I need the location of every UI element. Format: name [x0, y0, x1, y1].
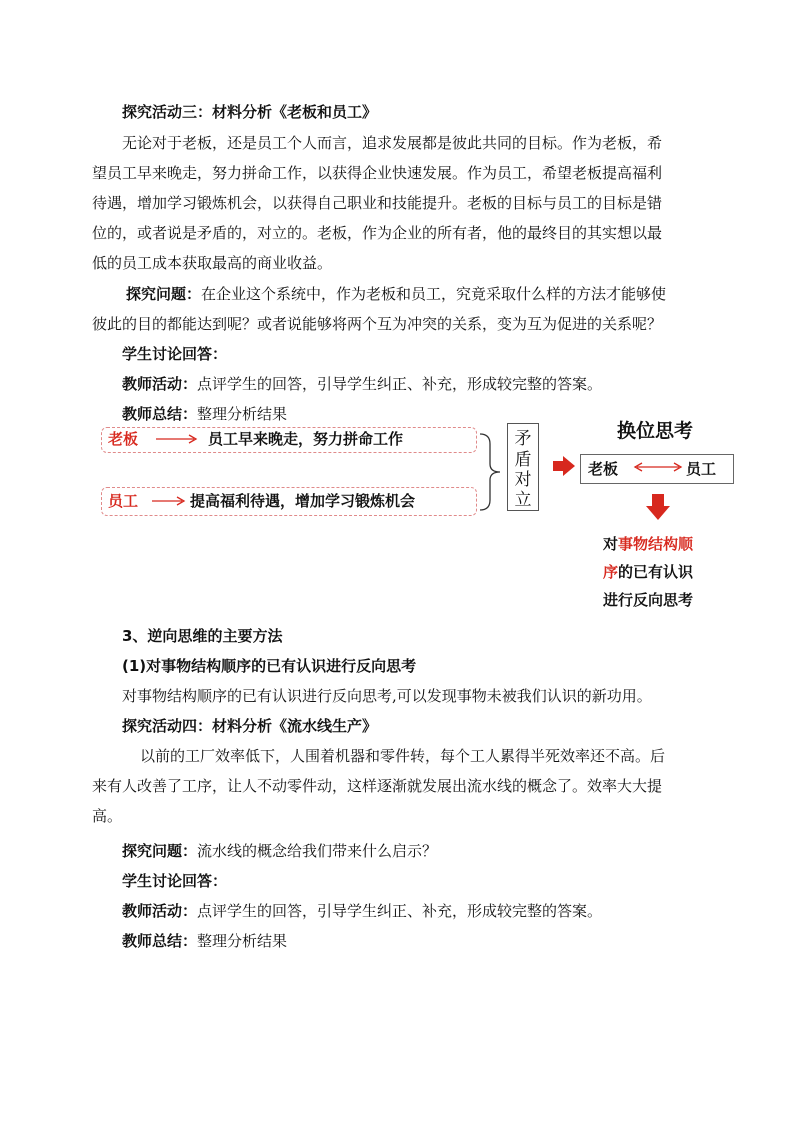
conflict-char: 对: [514, 470, 532, 490]
question-line-2: 彼此的目的都能达到呢？或者说能够将两个互为冲突的关系，变为互为促进的关系呢？: [92, 315, 663, 333]
double-arrow-icon: [633, 461, 683, 473]
conflict-char: 盾: [514, 450, 532, 470]
paragraph-line: 高。: [92, 807, 123, 825]
question-label: 探究问题：: [126, 285, 202, 303]
section3-subtitle: (1)对事物结构顺序的已有认识进行反向思考: [122, 657, 417, 675]
conflict-char: 矛: [514, 429, 532, 449]
section3-title: 3、逆向思维的主要方法: [122, 627, 283, 645]
arrow-down-icon: [646, 494, 670, 520]
paragraph-line: 待遇，增加学习锻炼机会，以获得自己职业和技能提升。老板的目标与员工的目标是错: [92, 194, 663, 212]
paragraph-line: 低的员工成本获取最高的商业收益。: [92, 254, 333, 272]
staff-label: 员工: [108, 492, 139, 510]
swap-left: 老板: [588, 460, 619, 478]
question-text: 流水线的概念给我们带来什么启示？: [197, 842, 438, 860]
brace-icon: [478, 432, 504, 512]
arrow-right-icon: [152, 495, 192, 507]
question-text: 在企业这个系统中，作为老板和员工，究竟采取什么样的方法才能够使: [201, 285, 667, 303]
result-line-3: 进行反向思考: [603, 591, 694, 609]
summary-text: 整理分析结果: [197, 405, 288, 423]
summary-text: 整理分析结果: [197, 932, 288, 950]
arrow-right-icon: [553, 456, 575, 476]
arrow-right-icon: [156, 433, 202, 445]
paragraph-line: 望员工早来晚走，努力拼命工作，以获得企业快速发展。作为员工，希望老板提高福利: [92, 164, 663, 182]
question-line: [126, 282, 756, 306]
section3-intro: 对事物结构顺序的已有认识进行反向思考,可以发现事物未被我们认识的新功用。: [122, 687, 652, 705]
paragraph-line: 来有人改善了工序，让人不动零件动，这样逐渐就发展出流水线的概念了。效率大大提: [92, 777, 663, 795]
swap-right: 员工: [686, 460, 717, 478]
discuss-label: 学生讨论回答：: [122, 872, 228, 890]
summary-label: 教师总结：: [122, 405, 198, 423]
teacher-text: 点评学生的回答，引导学生纠正、补充，形成较完整的答案。: [197, 375, 603, 393]
teacher-activity: [122, 899, 752, 923]
teacher-text: 点评学生的回答，引导学生纠正、补充，形成较完整的答案。: [197, 902, 603, 920]
teacher-activity: [122, 372, 752, 396]
question-label: 探究问题：: [122, 842, 198, 860]
activity3-heading: 探究活动三：材料分析《老板和员工》: [122, 103, 378, 121]
boss-label: 老板: [108, 430, 139, 448]
paragraph-line: 无论对于老板，还是员工个人而言，追求发展都是彼此共同的目标。作为老板，希: [122, 134, 663, 152]
question-line: [122, 839, 752, 863]
swap-title: 换位思考: [617, 420, 694, 442]
paragraph-line: 位的，或者说是矛盾的，对立的。老板，作为企业的所有者，他的最终目的其实想以最: [92, 224, 663, 242]
conflict-char: 立: [514, 490, 532, 510]
staff-wish-text: 提高福利待遇，增加学习锻炼机会: [190, 492, 416, 510]
teacher-label: 教师活动：: [122, 902, 198, 920]
paragraph-line: 以前的工厂效率低下，人围着机器和零件转，每个工人累得半死效率还不高。后: [140, 747, 666, 765]
boss-wish-text: 员工早来晚走，努力拼命工作: [208, 430, 404, 448]
result-line-1: 对事物结构顺: [603, 535, 694, 553]
summary-label: 教师总结：: [122, 932, 198, 950]
teacher-summary: [122, 929, 752, 953]
discuss-label: 学生讨论回答：: [122, 345, 228, 363]
teacher-label: 教师活动：: [122, 375, 198, 393]
result-line-2: 序的已有认识: [603, 563, 694, 581]
activity4-heading: 探究活动四：材料分析《流水线生产》: [122, 717, 378, 735]
